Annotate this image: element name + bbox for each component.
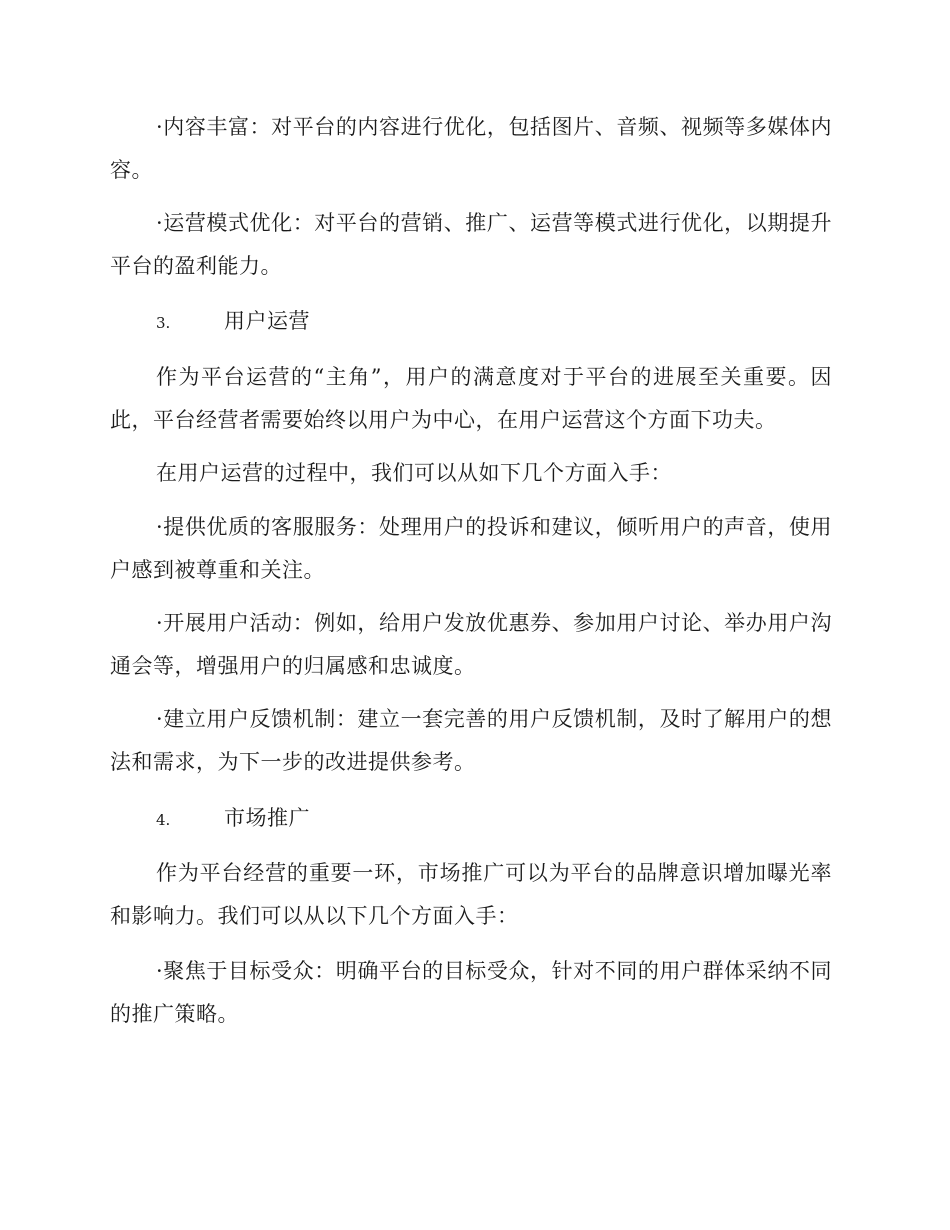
section-title: 用户运营: [224, 309, 310, 333]
paragraph-user-satisfaction: 作为平台运营的“主角”，用户的满意度对于平台的进展至关重要。因此，平台经营者需要始终以用户为中心，在用户运营这个方面下功夫。: [110, 365, 832, 432]
bullet-paragraph-target-audience: ·聚焦于目标受众：明确平台的目标受众，针对不同的用户群体采纳不同的推广策略。: [110, 959, 832, 1026]
bullet-paragraph-operation-model: ·运营模式优化：对平台的营销、推广、运营等模式进行优化，以期提升平台的盈利能力。: [110, 211, 832, 278]
paragraph-user-operation-intro: 在用户运营的过程中，我们可以从如下几个方面入手：: [156, 461, 672, 485]
bullet-paragraph-user-activities: ·开展用户活动：例如，给用户发放优惠券、参加用户讨论、举办用户沟通会等，增强用户的归属感和忠诚度。: [110, 611, 832, 678]
bullet-paragraph-customer-service: ·提供优质的客服服务：处理用户的投诉和建议，倾听用户的声音，使用户感到被尊重和关注。: [110, 515, 832, 582]
section-heading-market-promotion: [156, 797, 310, 842]
bullet-paragraph-content-rich: ·内容丰富：对平台的内容进行优化，包括图片、音频、视频等多媒体内容。: [110, 115, 832, 182]
paragraph-market-promotion: 作为平台经营的重要一环，市场推广可以为平台的品牌意识增加曝光率和影响力。我们可以从以下几个方面入手：: [110, 861, 832, 928]
section-heading-user-operation: [156, 300, 310, 345]
section-number: 4.: [156, 811, 171, 829]
section-number: 3.: [156, 314, 171, 332]
section-title: 市场推广: [224, 806, 310, 830]
bullet-paragraph-feedback-mechanism: ·建立用户反馈机制：建立一套完善的用户反馈机制，及时了解用户的想法和需求，为下一步的改进提供参考。: [110, 707, 832, 774]
